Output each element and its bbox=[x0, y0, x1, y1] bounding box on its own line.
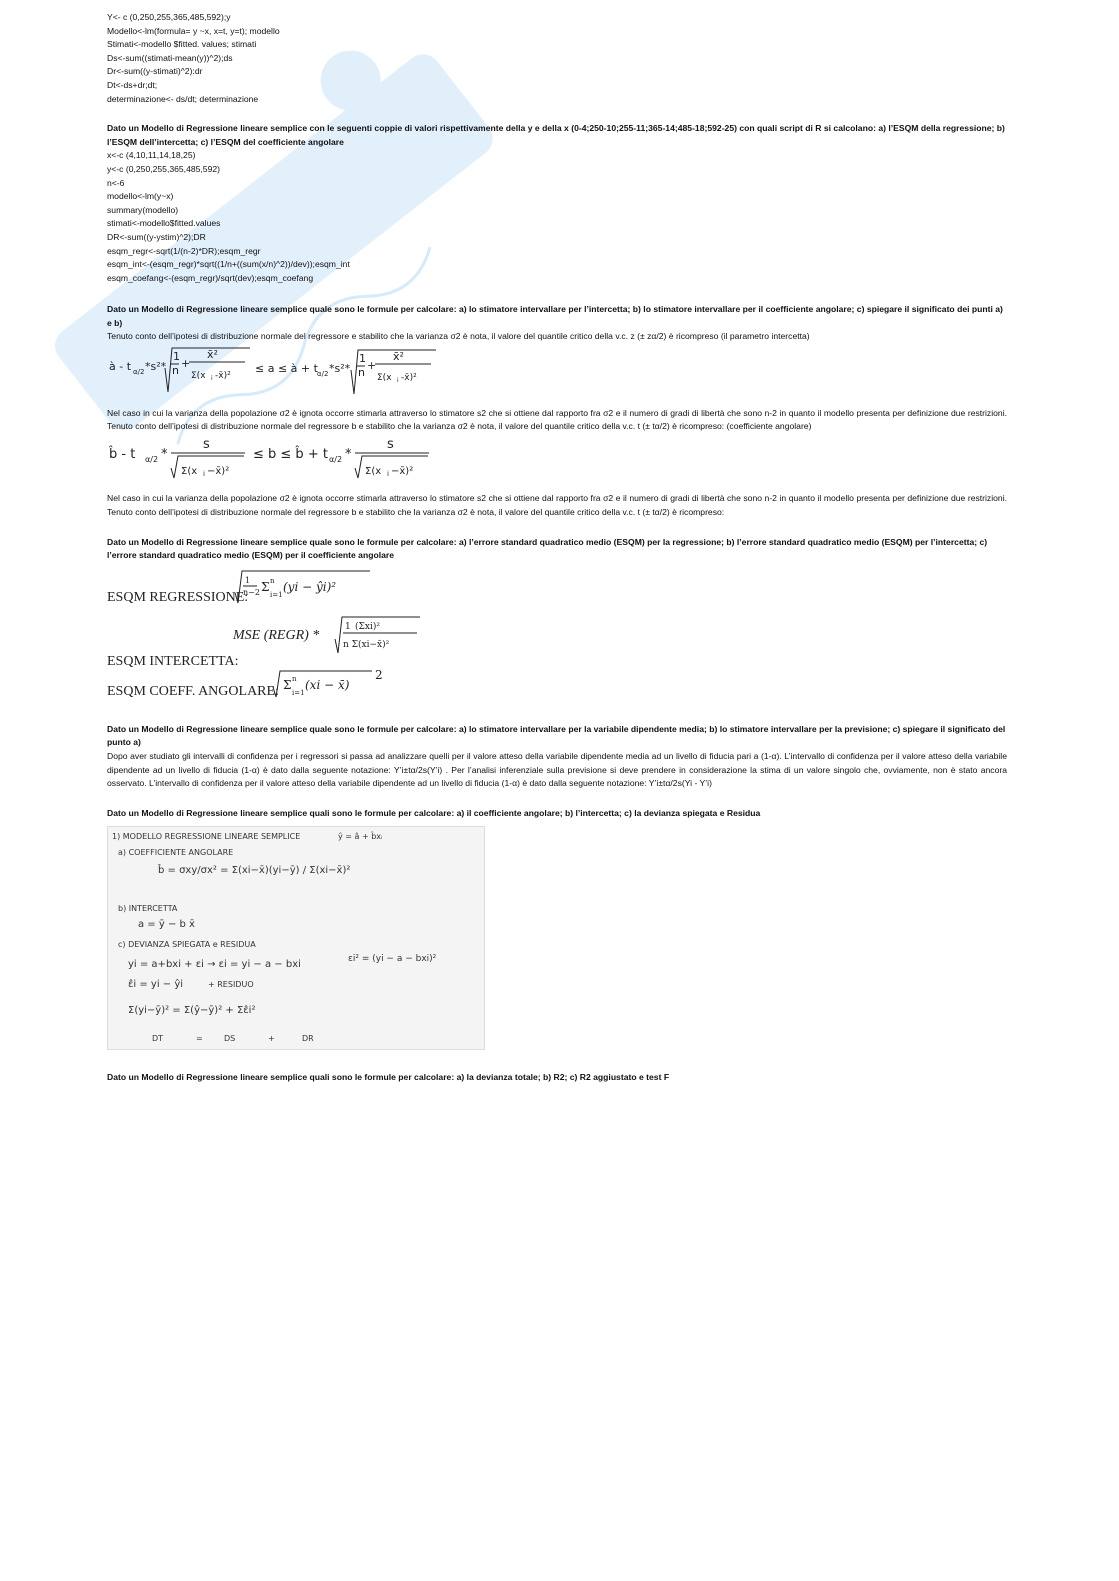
code-line: esqm_regr<-sqrt(1/(n-2)*DR);esqm_regr bbox=[107, 245, 261, 256]
esqm-coeff-label: ESQM COEFF. ANGOLARE: bbox=[107, 683, 279, 699]
svg-text:i: i bbox=[397, 377, 399, 385]
handwritten-residuo: + RESIDUO bbox=[208, 980, 254, 990]
svg-text:Σ(x: Σ(x bbox=[191, 371, 206, 382]
intercept-interval-formula bbox=[107, 344, 437, 402]
svg-text:Σ: Σ bbox=[261, 579, 270, 594]
svg-text:i: i bbox=[387, 469, 389, 478]
code-line: esqm_int<-(esqm_regr)*sqrt((1/n+((sum(x/n)^2))/dev));esqm_int bbox=[107, 259, 350, 270]
svg-text:-x̄)²: -x̄)² bbox=[401, 373, 417, 384]
paragraph: Tenuto conto dell’ipotesi di distribuzione normale del regressore e stabilito che la varianza σ2 è nota, il valore del quantile critico della v.c. z (± zα/2) è ricompreso (il parametro intercetta) bbox=[107, 331, 810, 342]
svg-text:*: * bbox=[161, 446, 168, 462]
svg-text:−x̄)²: −x̄)² bbox=[391, 465, 414, 477]
paragraph: Nel caso in cui la varianza della popolazione σ2 è ignota occorre stimarla attraverso lo stimatore s2 che si ottiene dal rapporto fra σ2 e il numero di gradi di libertà che sono n-2 in quanto il modello presenta per definizione due restrizioni. Tenuto conto dell’ipotesi di distribuzione normale del regressore b e stabilito che la varianza σ2 è nota, il valore del quantile critico della v.c. t (± tα/2) è ricompreso: (coefficiente angolare) bbox=[107, 407, 1007, 432]
svg-text:1: 1 bbox=[359, 352, 366, 366]
code-line: modello<-lm(y~x) bbox=[107, 191, 174, 202]
svg-text:i=1: i=1 bbox=[292, 688, 305, 697]
code-line: stimati<-modello$fitted.values bbox=[107, 218, 221, 229]
svg-text:+: + bbox=[367, 359, 377, 373]
svg-text:−x̄)²: −x̄)² bbox=[207, 465, 230, 477]
esqm-intercetta-label: ESQM INTERCETTA: bbox=[107, 653, 239, 669]
question-heading: Dato un Modello di Regressione lineare semplice quale sono le formule per calcolare: a) l’errore standard quadratico medio (ESQM) per la regressione; b) l’errore standard quadratico medio (ESQM) per l’intercetta; c) l’errore standard quadratico medio (ESQM) per il coefficiente angolare bbox=[107, 536, 988, 561]
code-line: esqm_coefang<-(esqm_regr)/sqrt(dev);esqm_coefang bbox=[107, 272, 314, 283]
code-line: Dr<-sum((y-stimati)^2):dr bbox=[107, 66, 203, 77]
svg-text:n: n bbox=[358, 366, 365, 380]
svg-text:α/2: α/2 bbox=[329, 454, 343, 464]
svg-text:i: i bbox=[211, 375, 213, 383]
r-code-block-1 bbox=[107, 11, 1007, 106]
svg-text:*s²*: *s²* bbox=[329, 362, 351, 376]
svg-text:i: i bbox=[203, 469, 205, 478]
svg-text:1: 1 bbox=[173, 350, 180, 364]
svg-text:(yi − ŷi)²: (yi − ŷi)² bbox=[283, 579, 337, 594]
svg-text:*: * bbox=[345, 446, 352, 462]
svg-text:*s²*: *s²* bbox=[145, 360, 167, 374]
svg-text:x̄²: x̄² bbox=[393, 350, 404, 364]
mse-label: MSE (REGR) * bbox=[233, 627, 320, 643]
svg-text:1: 1 bbox=[245, 575, 251, 585]
handwritten-dr: DR bbox=[302, 1034, 314, 1044]
handwritten-devianza-label: c) DEVIANZA SPIEGATA e RESIDUA bbox=[118, 940, 256, 950]
code-line: Y<- c (0,250,255,365,485,592);y bbox=[107, 12, 231, 22]
svg-text:i=1: i=1 bbox=[270, 590, 283, 599]
svg-text:yi = a+bxi + εi → εi = yi − a: yi = a+bxi + εi → εi = yi − a − bxi bbox=[128, 959, 301, 971]
svg-text:n: n bbox=[172, 364, 179, 378]
svg-text:Σ(yi−ȳ)² = Σ(ŷ−ȳ)² + Σε̂i²: Σ(yi−ȳ)² = Σ(ŷ−ȳ)² + Σε̂i² bbox=[128, 1005, 256, 1017]
paragraph: Dopo aver studiato gli intervalli di confidenza per i regressori si passa ad analizzare quelli per il valore atteso della variabile dipendente media ad un livello di fiducia pari a (1-α). L’intervallo di confidenza per il valore atteso della variabile dipendente ad un livello di fiducia (1-α) è dato dalla seguente notazione: Y’i±tα/2s(Y’i) . Per l’analisi inferenziale sulla previsione si deve prendere in considerazione la stima di un valore singolo che, ovviamente, non è stato ancora osservato. L’intervallo di confidenza per il valore atteso della variabile dipendente ad un livello di fiducia (1-α) è dato dalla seguente notazione: Y’i±tα/2s(Yi - Y’i) bbox=[107, 751, 1007, 789]
handwritten-notes-image bbox=[107, 826, 485, 1050]
question-heading: Dato un Modello di Regressione lineare semplice quale sono le formule per calcolare: a) lo stimatore intervallare per la variabile dipendente media; b) lo stimatore intervallare per la previsione; c) spiegare il significato del punto a) bbox=[107, 723, 1006, 748]
svg-text:(Σxi)²: (Σxi)² bbox=[355, 621, 380, 632]
svg-text:Σ(x: Σ(x bbox=[377, 373, 392, 384]
r-code-block-2 bbox=[107, 149, 1007, 285]
svg-text:n: n bbox=[270, 576, 275, 585]
svg-text:n: n bbox=[292, 674, 297, 683]
svg-text:Σ(x: Σ(x bbox=[181, 465, 198, 477]
svg-text:s: s bbox=[203, 436, 210, 452]
svg-text:x̄²: x̄² bbox=[207, 348, 218, 362]
svg-text:b̂ - t: b̂ - t bbox=[109, 446, 136, 462]
svg-text:=: = bbox=[196, 1034, 203, 1044]
slope-interval-formula bbox=[107, 436, 437, 482]
svg-text:ŷ = â + b̂xᵢ: ŷ = â + b̂xᵢ bbox=[338, 832, 383, 842]
svg-text:s: s bbox=[387, 436, 394, 452]
question-heading: Dato un Modello di Regressione lineare semplice quale sono le formule per calcolare: a) lo stimatore intervallare per l’intercetta; b) lo stimatore intervallare per il coefficiente angolare; c) spiegare il significato dei punti a) e b) bbox=[107, 304, 1003, 328]
esqm-regressione-label: ESQM REGRESSIONE: bbox=[107, 589, 249, 605]
handwritten-dt: DT bbox=[152, 1034, 164, 1044]
code-line: Modello<-lm(formula= y ~x, x=t, y=t); modello bbox=[107, 25, 280, 36]
code-line: Stimati<-modello $fitted. values; stimati bbox=[107, 39, 257, 50]
code-line: Dt<-ds+dr;dt; bbox=[107, 79, 158, 90]
handwritten-ds: DS bbox=[224, 1034, 236, 1044]
question-heading: Dato un Modello di Regressione lineare semplice con le seguenti coppie di valori rispettivamente della y e della x (0-4;250-10;255-11;365-14;485-18;592-25) con quali script di R si calcolano: a) l’ESQM della regressione; b) l’ESQM dell’intercetta; c) l’ESQM del coefficiente angolare bbox=[107, 123, 1005, 147]
esqm-regression-formula bbox=[233, 569, 373, 609]
svg-text:Σ: Σ bbox=[283, 677, 292, 692]
code-line: Ds<-sum((stimati-mean(y))^2);ds bbox=[107, 52, 233, 63]
paragraph: Nel caso in cui la varianza della popolazione σ2 è ignota occorre stimarla attraverso lo stimatore s2 che si ottiene dal rapporto fra σ2 e il numero di gradi di libertà che sono n-2 in quanto il modello presenta per definizione due restrizioni. Tenuto conto dell’ipotesi di distribuzione normale del regressore b e stabilito che la varianza σ2 è nota, il valore del quantile critico della v.c. t (± tα/2) è ricompreso: bbox=[107, 493, 1007, 518]
handwritten-intercept-label: b) INTERCETTA bbox=[118, 904, 178, 914]
code-line: DR<-sum((y-ystim)^2);DR bbox=[107, 231, 206, 242]
esqm-formulas bbox=[107, 569, 1007, 709]
svg-text:a = ȳ − b x̄: a = ȳ − b x̄ bbox=[138, 919, 195, 931]
esqm-intercept-formula bbox=[333, 613, 423, 657]
svg-text:n Σ(xi−x̄)²: n Σ(xi−x̄)² bbox=[343, 639, 390, 650]
svg-text:+: + bbox=[181, 357, 191, 371]
svg-text:≤ b ≤ b̂ + t: ≤ b ≤ b̂ + t bbox=[253, 446, 328, 462]
svg-text:+: + bbox=[268, 1034, 275, 1044]
svg-text:1: 1 bbox=[345, 621, 351, 632]
svg-text:b̂ = σxy/σx² = Σ(xi−x̄)(yi−ȳ): b̂ = σxy/σx² = Σ(xi−x̄)(yi−ȳ) / Σ(xi−x̄)² bbox=[158, 865, 351, 877]
svg-text:2: 2 bbox=[375, 667, 383, 682]
code-line: n<-6 bbox=[107, 177, 125, 188]
svg-text:(xi − x̄): (xi − x̄) bbox=[305, 677, 350, 692]
question-heading: Dato un Modello di Regressione lineare semplice quali sono le formule per calcolare: a) la devianza totale; b) R2; c) R2 aggiustato e test F bbox=[107, 1071, 670, 1082]
document-page bbox=[107, 11, 1007, 1085]
svg-text:α/2: α/2 bbox=[145, 454, 159, 464]
handwritten-slope-label: a) COEFFICIENTE ANGOLARE bbox=[118, 848, 234, 858]
code-line: summary(modello) bbox=[107, 204, 179, 215]
svg-text:ε̂i = yi − ŷi: ε̂i = yi − ŷi bbox=[128, 979, 184, 991]
svg-text:-x̄)²: -x̄)² bbox=[215, 371, 231, 382]
handwritten-title: 1) MODELLO REGRESSIONE LINEARE SEMPLICE bbox=[112, 832, 301, 842]
svg-text:≤ a ≤ à + t: ≤ a ≤ à + t bbox=[255, 362, 318, 376]
svg-text:n−2: n−2 bbox=[243, 587, 260, 597]
code-line: x<-c (4,10,11,14,18,25) bbox=[107, 150, 196, 161]
svg-text:Σ(x: Σ(x bbox=[365, 465, 382, 477]
code-line: determinazione<- ds/dt; determinazione bbox=[107, 93, 259, 104]
svg-text:εi² = (yi − a − bxi)²: εi² = (yi − a − bxi)² bbox=[348, 954, 437, 965]
question-heading: Dato un Modello di Regressione lineare semplice quali sono le formule per calcolare: a) il coefficiente angolare; b) l’intercetta; c) la devianza spiegata e Residua bbox=[107, 807, 761, 818]
esqm-slope-formula bbox=[271, 667, 391, 701]
svg-text:à - t: à - t bbox=[109, 360, 132, 374]
svg-text:α/2: α/2 bbox=[133, 368, 145, 377]
svg-text:α/2: α/2 bbox=[317, 370, 329, 379]
code-line: y<-c (0,250,255,365,485,592) bbox=[107, 163, 220, 174]
